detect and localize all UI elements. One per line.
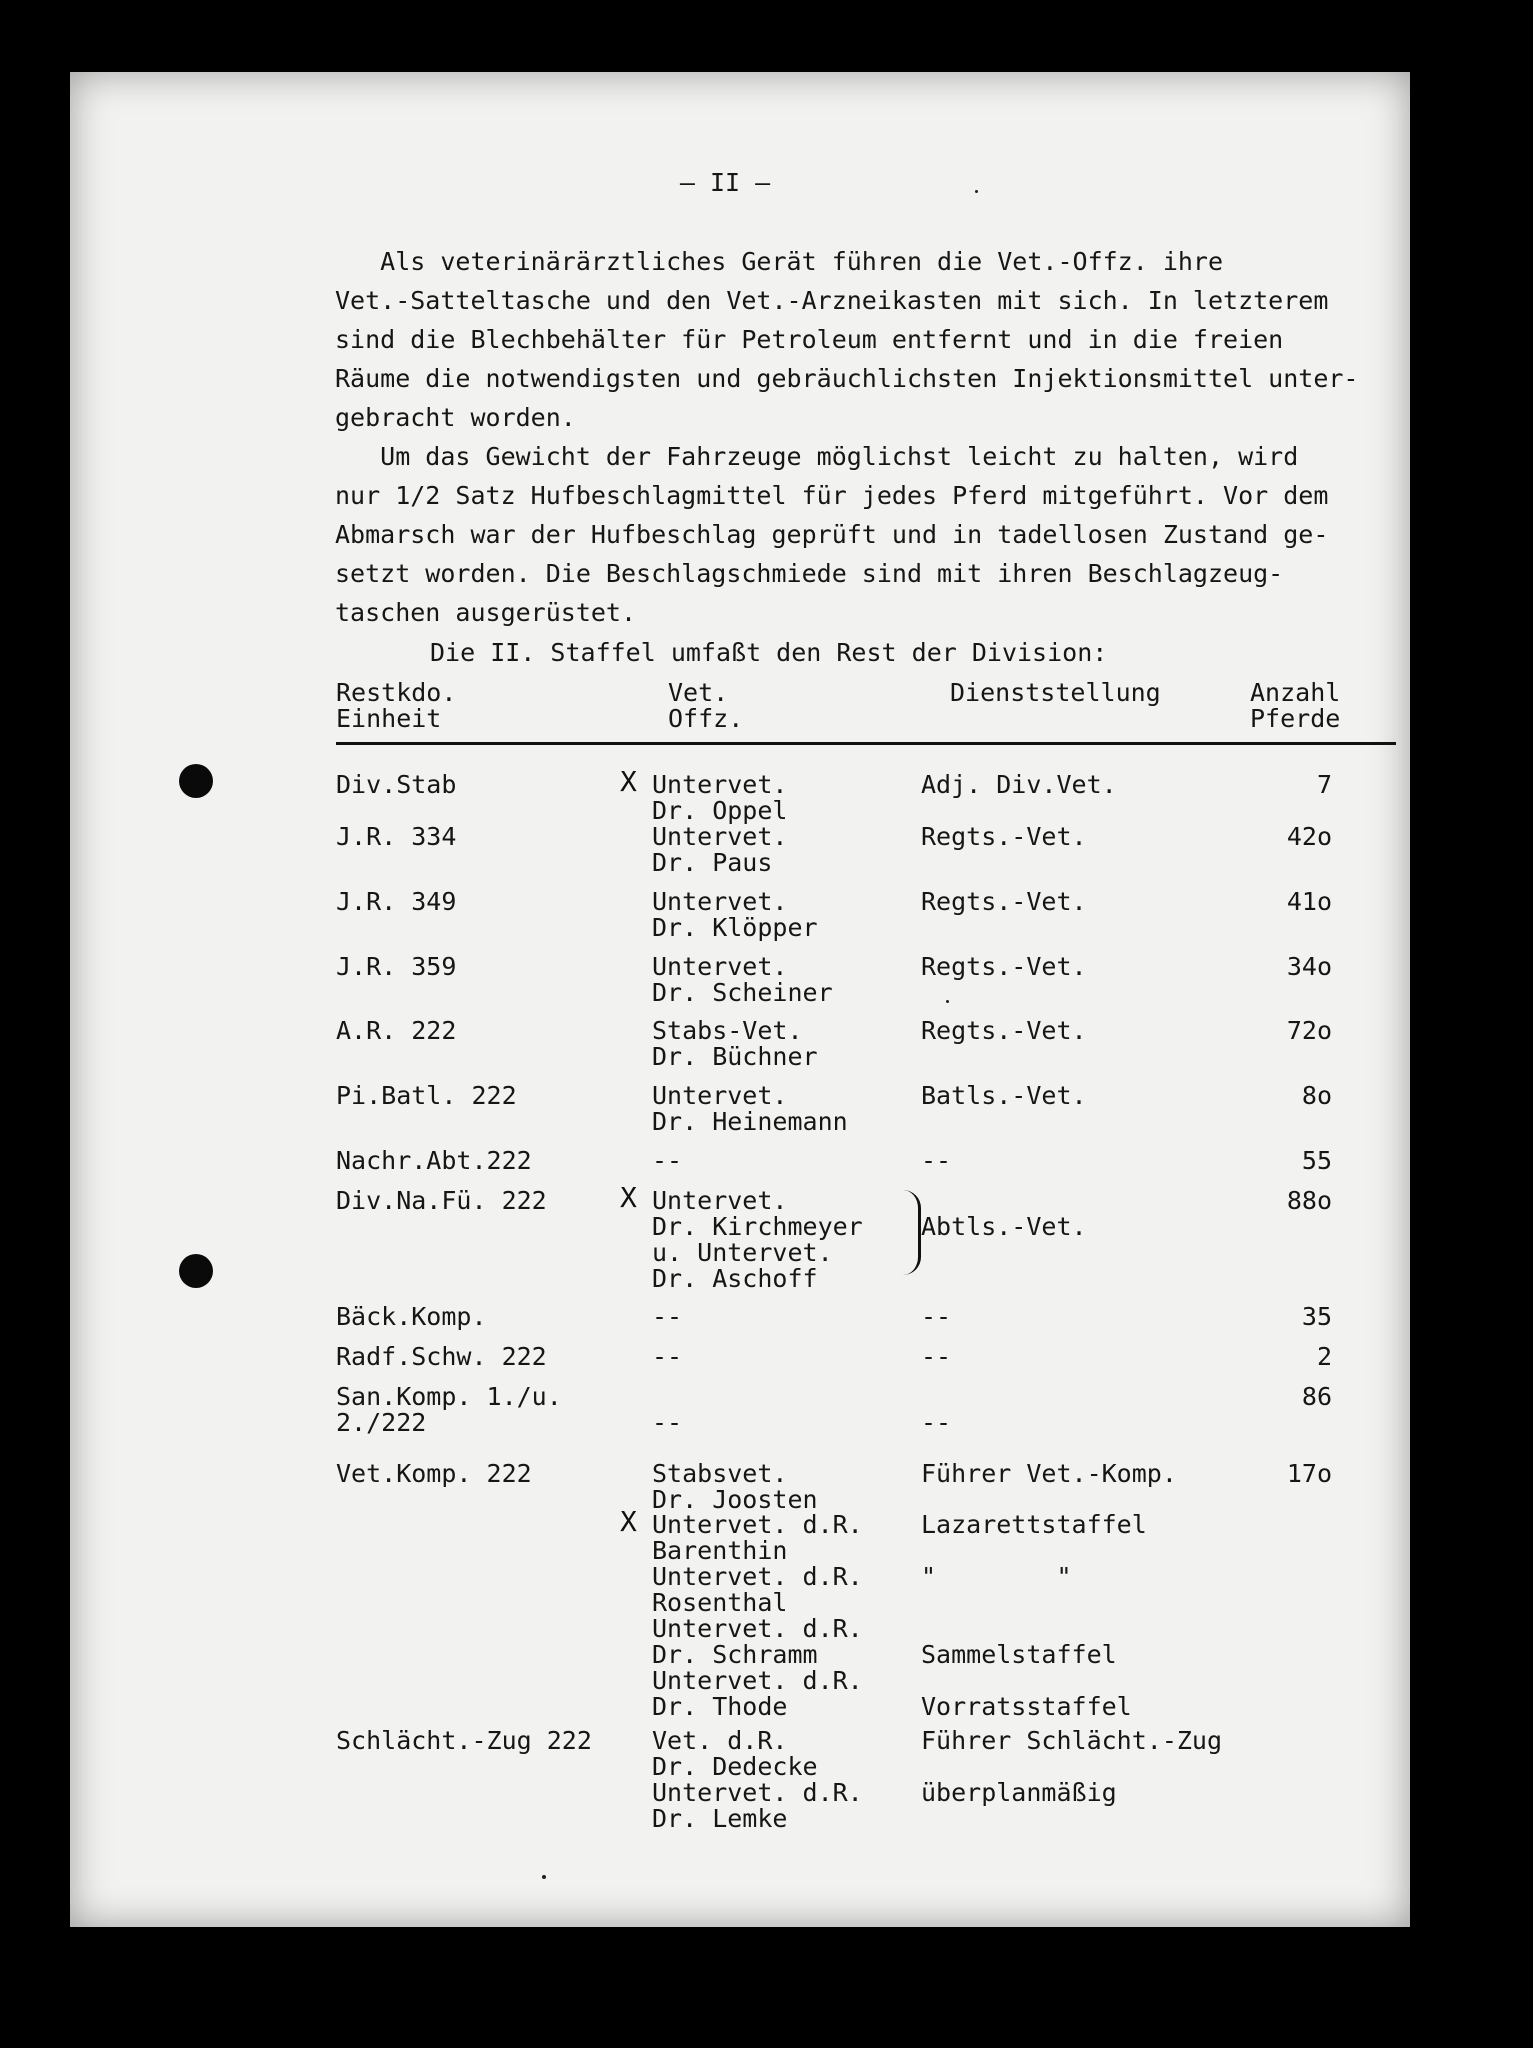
cell-vet: Untervet. d.R.: [652, 1666, 863, 1695]
cell-post: Lazarettstaffel: [921, 1510, 1147, 1539]
punch-hole: [179, 764, 213, 798]
paragraph-line: gebracht worden.: [335, 403, 576, 432]
cell-post: überplanmäßig: [921, 1778, 1117, 1807]
cell-post: Abtls.-Vet.: [921, 1212, 1087, 1241]
cell-post: Batls.-Vet.: [921, 1081, 1087, 1110]
cell-horses: 2: [1316, 1342, 1332, 1371]
cell-vet: Dr. Dedecke: [652, 1752, 818, 1781]
bracket: [900, 1190, 921, 1275]
punch-hole: [179, 1254, 213, 1288]
header-vet: Offz.: [668, 704, 744, 733]
cell-vet: --: [652, 1408, 683, 1437]
paragraph-line: Um das Gewicht der Fahrzeuge möglichst leicht zu halten, wird: [335, 442, 1299, 471]
cell-vet: Dr. Heinemann: [652, 1107, 848, 1136]
cell-horses: 42o: [1286, 822, 1332, 851]
header-unit: Restkdo.: [336, 678, 457, 707]
speck: [946, 1000, 949, 1003]
cell-unit: Div.Stab: [336, 770, 457, 799]
paragraph-line: Vet.-Satteltasche und den Vet.-Arzneikasten mit sich. In letzterem: [335, 286, 1329, 315]
cell-horses: 35: [1301, 1302, 1332, 1331]
paragraph-line: sind die Blechbehälter für Petroleum entfernt und in die freien: [335, 325, 1284, 354]
cell-unit: J.R. 334: [336, 822, 457, 851]
paragraph-line: Als veterinärärztliches Gerät führen die Vet.-Offz. ihre: [335, 247, 1224, 276]
cell-horses: 8o: [1301, 1081, 1332, 1110]
cell-unit: Pi.Batl. 222: [336, 1081, 517, 1110]
cell-horses: 86: [1301, 1382, 1332, 1411]
cell-unit: Vet.Komp. 222: [336, 1459, 532, 1488]
cell-horses: 34o: [1286, 952, 1332, 981]
cell-horses: 88o: [1286, 1186, 1332, 1215]
header-vet: Vet.: [668, 678, 729, 707]
cell-post: Adj. Div.Vet.: [921, 770, 1117, 799]
cell-vet: Dr. Kirchmeyer: [652, 1212, 863, 1241]
cell-vet: --: [652, 1146, 683, 1175]
header-rule: [336, 742, 1396, 745]
header-horses: Anzahl: [1250, 678, 1341, 707]
header-horses: Pferde: [1250, 704, 1341, 733]
cell-vet: Dr. Paus: [652, 848, 773, 877]
cell-vet: Dr. Joosten: [652, 1485, 818, 1514]
cell-horses: 72o: [1286, 1016, 1332, 1045]
cell-vet: Stabs-Vet.: [652, 1016, 803, 1045]
cell-vet: --: [652, 1342, 683, 1371]
cell-vet: Dr. Oppel: [652, 796, 788, 825]
cell-post: Regts.-Vet.: [921, 822, 1087, 851]
cell-post: Sammelstaffel: [921, 1640, 1117, 1669]
cell-vet: Dr. Thode: [652, 1692, 788, 1721]
header-post: Dienststellung: [950, 678, 1161, 707]
paragraph-line: taschen ausgerüstet.: [335, 598, 637, 627]
cell-vet: Dr. Klöpper: [652, 913, 818, 942]
cell-vet: --: [652, 1302, 683, 1331]
check-mark: X: [620, 765, 637, 798]
cell-vet: Untervet.: [652, 770, 788, 799]
cell-post: Regts.-Vet.: [921, 1016, 1087, 1045]
cell-vet: Untervet. d.R.: [652, 1778, 863, 1807]
cell-vet: Dr. Lemke: [652, 1804, 788, 1833]
speck: [542, 1875, 546, 1879]
cell-post: --: [921, 1342, 952, 1371]
cell-post: Vorratsstaffel: [921, 1692, 1132, 1721]
cell-horses: 55: [1301, 1146, 1332, 1175]
cell-unit: 2./222: [336, 1408, 427, 1437]
cell-vet: Untervet.: [652, 822, 788, 851]
cell-post: " ": [921, 1562, 1072, 1591]
cell-unit: Nachr.Abt.222: [336, 1146, 532, 1175]
cell-unit: Schlächt.-Zug 222: [336, 1726, 592, 1755]
cell-horses: 17o: [1286, 1459, 1332, 1488]
cell-unit: A.R. 222: [336, 1016, 457, 1045]
cell-vet: Dr. Scheiner: [652, 978, 833, 1007]
check-mark: X: [620, 1181, 637, 1214]
page-number: — II —: [679, 168, 771, 197]
cell-unit: Bäck.Komp.: [336, 1302, 487, 1331]
cell-unit: San.Komp. 1./u.: [336, 1382, 562, 1411]
cell-post: Regts.-Vet.: [921, 952, 1087, 981]
paragraph-line: setzt worden. Die Beschlagschmiede sind mit ihren Beschlagzeug-: [335, 559, 1284, 588]
cell-vet: Dr. Büchner: [652, 1042, 818, 1071]
paragraph-line: nur 1/2 Satz Hufbeschlagmittel für jedes Pferd mitgeführt. Vor dem: [335, 481, 1329, 510]
cell-vet: Untervet.: [652, 952, 788, 981]
cell-vet: Vet. d.R.: [652, 1726, 788, 1755]
paragraph-line: Abmarsch war der Hufbeschlag geprüft und in tadellosen Zustand ge-: [335, 520, 1329, 549]
cell-unit: Radf.Schw. 222: [336, 1342, 547, 1371]
cell-post: Regts.-Vet.: [921, 887, 1087, 916]
cell-horses: 7: [1316, 770, 1332, 799]
cell-vet: Untervet.: [652, 1081, 788, 1110]
table-intro: Die II. Staffel umfaßt den Rest der Division:: [430, 638, 1108, 667]
cell-post: --: [921, 1302, 952, 1331]
cell-unit: J.R. 349: [336, 887, 457, 916]
cell-unit: J.R. 359: [336, 952, 457, 981]
cell-post: --: [921, 1146, 952, 1175]
cell-vet: Stabsvet.: [652, 1459, 788, 1488]
cell-vet: Untervet.: [652, 1186, 788, 1215]
cell-vet: u. Untervet.: [652, 1238, 833, 1267]
cell-vet: Barenthin: [652, 1536, 788, 1565]
cell-vet: Untervet. d.R.: [652, 1614, 863, 1643]
paragraph-line: Räume die notwendigsten und gebräuchlichsten Injektionsmittel unter-: [335, 364, 1359, 393]
cell-vet: Dr. Aschoff: [652, 1264, 818, 1293]
cell-post: Führer Schlächt.-Zug: [921, 1726, 1223, 1755]
cell-vet: Untervet. d.R.: [652, 1562, 863, 1591]
cell-unit: Div.Na.Fü. 222: [336, 1186, 547, 1215]
cell-post: --: [921, 1408, 952, 1437]
speck: [975, 190, 978, 193]
header-unit: Einheit: [336, 704, 442, 733]
cell-horses: 41o: [1286, 887, 1332, 916]
cell-vet: Untervet. d.R.: [652, 1510, 863, 1539]
cell-post: Führer Vet.-Komp.: [921, 1459, 1177, 1488]
cell-vet: Rosenthal: [652, 1588, 788, 1617]
cell-vet: Untervet.: [652, 887, 788, 916]
check-mark: X: [620, 1505, 637, 1538]
cell-vet: Dr. Schramm: [652, 1640, 818, 1669]
